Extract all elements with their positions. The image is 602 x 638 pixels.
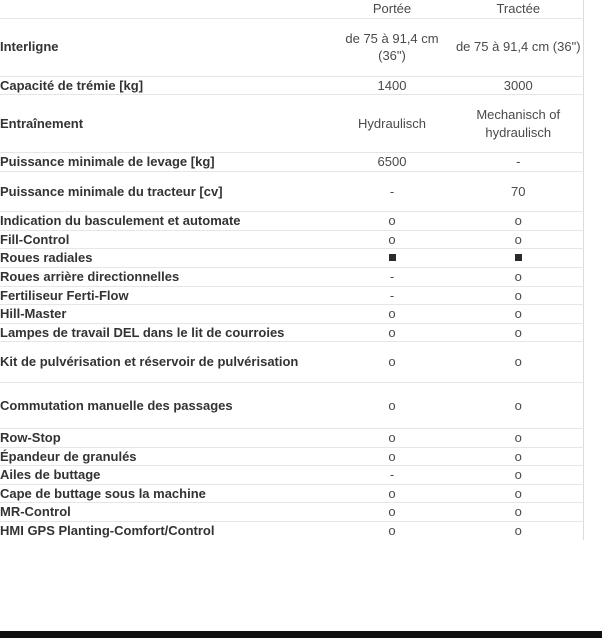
table-header (0, 0, 583, 18)
row-label: Fertiliseur Ferti-Flow (0, 286, 330, 305)
table-row (0, 171, 583, 212)
cell-tractee: o (454, 447, 583, 466)
table-row (0, 429, 583, 448)
cell-portee: o (330, 382, 454, 429)
cell-tractee: 3000 (454, 76, 583, 95)
table-row (0, 342, 583, 383)
cell-tractee: o (454, 230, 583, 249)
cell-tractee: o (454, 212, 583, 231)
cell-portee: - (330, 286, 454, 305)
row-label: Roues arrière directionnelles (0, 268, 330, 287)
cell-portee: Hydraulisch (330, 95, 454, 153)
table-row (0, 95, 583, 153)
table-row (0, 447, 583, 466)
row-label: Épandeur de granulés (0, 447, 330, 466)
cell-tractee: Mechanisch of hydraulisch (454, 95, 583, 153)
filled-square-icon (515, 254, 522, 261)
row-label: Puissance minimale de levage [kg] (0, 153, 330, 172)
cell-tractee: o (454, 503, 583, 522)
cell-tractee: o (454, 522, 583, 540)
cell-tractee: o (454, 466, 583, 485)
table-row (0, 484, 583, 503)
cell-tractee: o (454, 429, 583, 448)
filled-square-icon (389, 254, 396, 261)
bottom-cutoff-bar (0, 631, 602, 638)
cell-tractee: de 75 à 91,4 cm (36") (454, 18, 583, 76)
row-label: Interligne (0, 18, 330, 76)
row-label: Roues radiales (0, 249, 330, 268)
cell-portee: de 75 à 91,4 cm (36") (330, 18, 454, 76)
row-label: Hill-Master (0, 305, 330, 324)
cell-portee: o (330, 447, 454, 466)
cell-tractee: o (454, 323, 583, 342)
cell-portee: - (330, 466, 454, 485)
row-label: Ailes de buttage (0, 466, 330, 485)
row-label: Kit de pulvérisation et réservoir de pulvérisation (0, 342, 330, 383)
table-row (0, 212, 583, 231)
table-body (0, 18, 583, 540)
column-header-feature (0, 0, 330, 18)
cell-portee: o (330, 230, 454, 249)
cell-tractee: o (454, 286, 583, 305)
row-label: Capacité de trémie [kg] (0, 76, 330, 95)
table-row (0, 76, 583, 95)
table-row (0, 305, 583, 324)
cell-tractee: o (454, 305, 583, 324)
table-row (0, 153, 583, 172)
row-label: Fill-Control (0, 230, 330, 249)
table-row (0, 466, 583, 485)
cell-portee: o (330, 429, 454, 448)
cell-portee: - (330, 268, 454, 287)
cell-tractee: - (454, 153, 583, 172)
cell-portee: o (330, 212, 454, 231)
cell-portee: o (330, 484, 454, 503)
table-row (0, 503, 583, 522)
row-label: Puissance minimale du tracteur [cv] (0, 171, 330, 212)
row-label: HMI GPS Planting-Comfort/Control (0, 522, 330, 540)
cell-portee: o (330, 503, 454, 522)
table-row (0, 323, 583, 342)
cell-portee: 1400 (330, 76, 454, 95)
cell-tractee: o (454, 484, 583, 503)
table-row (0, 18, 583, 76)
cell-tractee: o (454, 382, 583, 429)
cell-portee: o (330, 323, 454, 342)
cell-portee: o (330, 305, 454, 324)
row-label: MR-Control (0, 503, 330, 522)
cell-tractee: 70 (454, 171, 583, 212)
table-row (0, 230, 583, 249)
table-row (0, 522, 583, 540)
row-label: Cape de buttage sous la machine (0, 484, 330, 503)
table-row (0, 382, 583, 429)
column-header-tractee: Tractée (496, 1, 541, 16)
cell-portee (330, 249, 454, 268)
cell-portee: 6500 (330, 153, 454, 172)
cell-tractee: o (454, 268, 583, 287)
cell-portee: o (330, 342, 454, 383)
table-row (0, 268, 583, 287)
table-row (0, 249, 583, 268)
row-label: Indication du basculement et automate (0, 212, 330, 231)
cell-tractee: o (454, 342, 583, 383)
cell-portee: - (330, 171, 454, 212)
row-label: Entraînement (0, 95, 330, 153)
column-header-portee: Portée (372, 1, 412, 16)
row-label: Commutation manuelle des passages (0, 382, 330, 429)
cell-tractee (454, 249, 583, 268)
table-header-row (0, 0, 583, 18)
cell-portee: o (330, 522, 454, 540)
row-label: Row-Stop (0, 429, 330, 448)
table-row (0, 286, 583, 305)
row-label: Lampes de travail DEL dans le lit de courroies (0, 323, 330, 342)
